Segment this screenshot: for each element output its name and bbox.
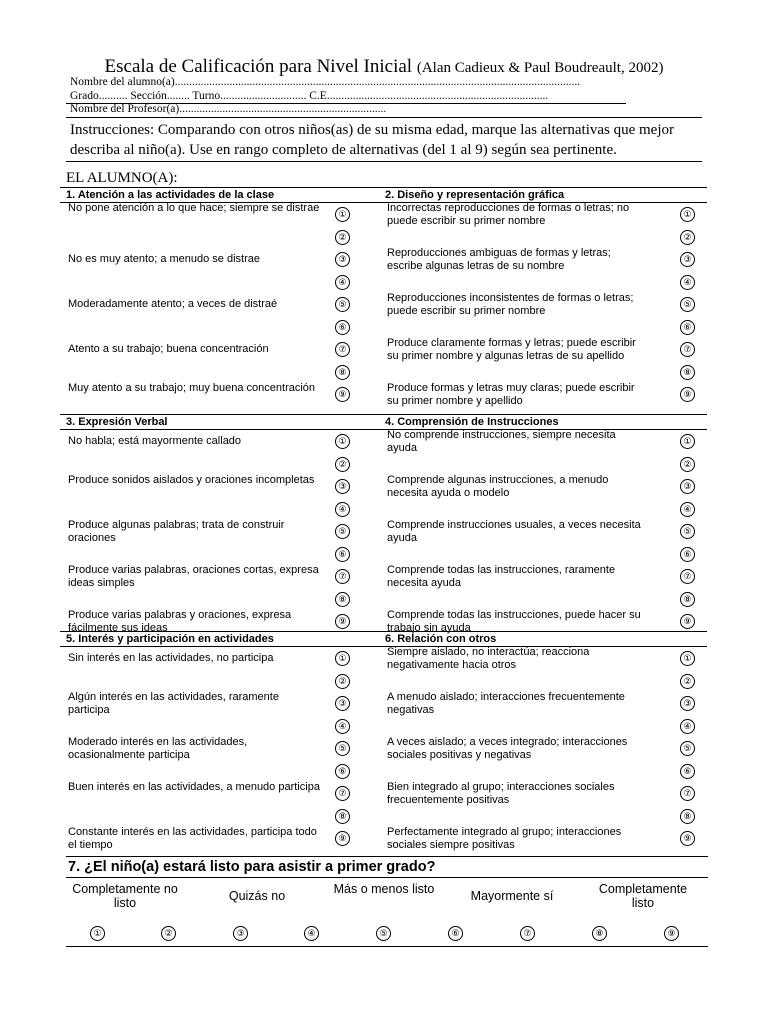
- rating-description: Constante interés en las actividades, participa todo el tiempo: [68, 826, 317, 851]
- rating-description: Muy atento a su trabajo; muy buena concentración: [68, 382, 316, 394]
- rating-row: [379, 203, 707, 226]
- rating-option-1[interactable]: ①: [335, 207, 350, 222]
- rating-description: Comprende todas las instrucciones, raramente necesita ayuda: [387, 564, 616, 589]
- section-3: [60, 414, 388, 633]
- rating-option-4[interactable]: ④: [680, 275, 695, 290]
- rating-description: Produce sonidos aislados y oraciones incompletas: [68, 474, 315, 486]
- rating-description: Reproducciones ambiguas de formas y letras; escribe algunas letras de su nombre: [387, 247, 611, 272]
- rating-row: [60, 361, 388, 384]
- rating-row: [60, 271, 388, 294]
- rating-option-3[interactable]: ③: [335, 696, 350, 711]
- rating-row: [60, 588, 388, 611]
- rating-description: Moderado interés en las actividades, ocasionalmente participa: [68, 736, 248, 761]
- form-title: [0, 56, 768, 78]
- readiness-option-5[interactable]: ⑤: [376, 926, 391, 941]
- section-heading: 4. Comprensión de Instrucciones: [379, 414, 707, 430]
- rating-option-6[interactable]: ⑥: [680, 547, 695, 562]
- rating-option-1[interactable]: ①: [680, 207, 695, 222]
- rating-row: [60, 827, 388, 850]
- rating-option-2[interactable]: ②: [680, 230, 695, 245]
- divider-line: [66, 161, 702, 162]
- readiness-option-3[interactable]: ③: [233, 926, 248, 941]
- rating-option-3[interactable]: ③: [335, 252, 350, 267]
- readiness-option-4[interactable]: ④: [304, 926, 319, 941]
- question-7: [66, 856, 708, 947]
- section-1: [60, 187, 388, 406]
- rating-row: [60, 453, 388, 476]
- rating-description: Sin interés en las actividades, no participa: [68, 652, 274, 664]
- rating-row: [379, 737, 707, 760]
- student-label: EL ALUMNO(A):: [66, 170, 178, 186]
- section-2: [379, 187, 707, 406]
- rating-option-1[interactable]: ①: [335, 434, 350, 449]
- rating-option-2[interactable]: ②: [680, 457, 695, 472]
- rating-row: [379, 475, 707, 498]
- section-4: [379, 414, 707, 633]
- rating-option-7[interactable]: ⑦: [680, 569, 695, 584]
- rating-option-6[interactable]: ⑥: [335, 547, 350, 562]
- rating-row: [60, 692, 388, 715]
- section-heading: 3. Expresión Verbal: [60, 414, 388, 430]
- teacher-name-field[interactable]: Nombre del Profesor(a)........................................................................: [70, 103, 387, 115]
- student-name-field[interactable]: Nombre del alumno(a).............................................................................................................................................: [70, 76, 581, 88]
- readiness-option-9[interactable]: ⑨: [664, 926, 679, 941]
- rating-row: [379, 498, 707, 521]
- rating-option-8[interactable]: ⑧: [680, 592, 695, 607]
- rating-description: No es muy atento; a menudo se distrae: [68, 253, 260, 265]
- rating-option-2[interactable]: ②: [335, 230, 350, 245]
- rating-row: [379, 453, 707, 476]
- readiness-option-8[interactable]: ⑧: [592, 926, 607, 941]
- rating-row: [60, 805, 388, 828]
- readiness-label: Completamente listo: [598, 882, 688, 910]
- rating-row: [379, 692, 707, 715]
- rating-row: [60, 782, 388, 805]
- rating-row: [60, 383, 388, 406]
- readiness-option-7[interactable]: ⑦: [520, 926, 535, 941]
- rating-option-2[interactable]: ②: [680, 674, 695, 689]
- rating-row: [379, 543, 707, 566]
- rating-option-8[interactable]: ⑧: [335, 809, 350, 824]
- rating-row: [379, 760, 707, 783]
- section-6: [379, 631, 707, 850]
- rating-option-1[interactable]: ①: [680, 651, 695, 666]
- rating-description: A menudo aislado; interacciones frecuentemente negativas: [387, 691, 625, 716]
- rating-option-5[interactable]: ⑤: [680, 524, 695, 539]
- rating-description: Comprende instrucciones usuales, a veces necesita ayuda: [387, 519, 641, 544]
- rating-row: [60, 520, 388, 543]
- rating-row: [60, 475, 388, 498]
- rating-option-9[interactable]: ⑨: [335, 387, 350, 402]
- rating-description: Produce formas y letras muy claras; puede escribir su primer nombre y apellido: [387, 382, 635, 407]
- rating-description: A veces aislado; a veces integrado; interacciones sociales positivas y negativas: [387, 736, 628, 761]
- rating-option-5[interactable]: ⑤: [680, 741, 695, 756]
- rating-description: Produce algunas palabras; trata de construir oraciones: [68, 519, 285, 544]
- rating-option-1[interactable]: ①: [680, 434, 695, 449]
- rating-row: [379, 338, 707, 361]
- rating-row: [379, 520, 707, 543]
- readiness-label: Completamente no listo: [72, 882, 178, 910]
- rating-option-9[interactable]: ⑨: [680, 387, 695, 402]
- rating-row: [60, 737, 388, 760]
- rating-row: [379, 430, 707, 453]
- rating-row: [60, 203, 388, 226]
- rating-row: [60, 430, 388, 453]
- rating-row: [379, 805, 707, 828]
- rating-row: [379, 271, 707, 294]
- rating-row: [379, 715, 707, 738]
- rating-description: Buen interés en las actividades, a menudo participa: [68, 781, 320, 793]
- rating-option-3[interactable]: ③: [680, 696, 695, 711]
- rating-option-4[interactable]: ④: [335, 502, 350, 517]
- rating-description: Reproducciones inconsistentes de formas o letras; puede escribir su primer nombre: [387, 292, 634, 317]
- rating-option-9[interactable]: ⑨: [335, 831, 350, 846]
- rating-description: No comprende instrucciones, siempre necesita ayuda: [387, 429, 616, 454]
- rating-row: [379, 670, 707, 693]
- rating-description: Moderadamente atento; a veces de distraé: [68, 298, 278, 310]
- rating-row: [60, 610, 388, 633]
- rating-option-7[interactable]: ⑦: [680, 786, 695, 801]
- rating-option-7[interactable]: ⑦: [680, 342, 695, 357]
- rating-description: Siempre aislado, no interactúa; reacciona negativamente hacia otros: [387, 646, 590, 671]
- divider-line: [66, 117, 702, 118]
- question-7-heading: 7. ¿El niño(a) estará listo para asistir a primer grado?: [66, 856, 708, 878]
- rating-row: [60, 498, 388, 521]
- section-heading: 6. Relación con otros: [379, 631, 707, 647]
- rating-row: [379, 361, 707, 384]
- readiness-label: Mayormente sí: [470, 889, 554, 903]
- rating-row: [60, 715, 388, 738]
- rating-description: Produce claramente formas y letras; puede escribir su primer nombre y algunas letras de su apellido: [387, 337, 636, 362]
- section-heading: 5. Interés y participación en actividades: [60, 631, 388, 647]
- rating-row: [379, 248, 707, 271]
- rating-description: Comprende algunas instrucciones, a menudo necesita ayuda o modelo: [387, 474, 609, 499]
- rating-option-4[interactable]: ④: [680, 502, 695, 517]
- rating-option-4[interactable]: ④: [680, 719, 695, 734]
- rating-option-7[interactable]: ⑦: [335, 342, 350, 357]
- rating-row: [60, 248, 388, 271]
- question-7-labels: [66, 878, 708, 922]
- rating-option-6[interactable]: ⑥: [680, 764, 695, 779]
- section-heading: 2. Diseño y representación gráfica: [379, 187, 707, 203]
- rating-row: [60, 316, 388, 339]
- rating-option-9[interactable]: ⑨: [680, 614, 695, 629]
- rating-option-7[interactable]: ⑦: [335, 786, 350, 801]
- title-text: Escala de Calificación para Nivel Inicial: [104, 56, 413, 77]
- rating-option-2[interactable]: ②: [335, 674, 350, 689]
- grade-section-shift-field[interactable]: Grado.......... Sección........ Turno.............................. C.E.............................................................................: [70, 90, 549, 102]
- rating-description: Produce varias palabras, oraciones cortas, expresa ideas simples: [68, 564, 319, 589]
- rating-option-5[interactable]: ⑤: [335, 741, 350, 756]
- rating-description: Comprende todas las instrucciones, puede hacer su trabajo sin ayuda: [387, 609, 641, 634]
- rating-description: Incorrectas reproducciones de formas o letras; no puede escribir su primer nombre: [387, 202, 630, 227]
- rating-option-6[interactable]: ⑥: [335, 764, 350, 779]
- readiness-option-6[interactable]: ⑥: [448, 926, 463, 941]
- rating-row: [60, 670, 388, 693]
- rating-description: Atento a su trabajo; buena concentración: [68, 343, 269, 355]
- rating-option-6[interactable]: ⑥: [335, 320, 350, 335]
- rating-row: [60, 338, 388, 361]
- title-authors: (Alan Cadieux & Paul Boudreault, 2002): [416, 60, 664, 76]
- rating-row: [379, 588, 707, 611]
- readiness-label: Más o menos listo: [333, 882, 435, 896]
- instructions-text: Instrucciones: Comparando con otros niños(as) de su misma edad, marque las alternativas que mejor describa al niño(a). Use en rango completo de alternativas (del 1 al 9) según sea pertinente.: [70, 122, 674, 158]
- rating-row: [60, 760, 388, 783]
- rating-row: [379, 293, 707, 316]
- rating-option-8[interactable]: ⑧: [680, 809, 695, 824]
- question-7-options: [66, 922, 708, 947]
- rating-description: Produce varias palabras y oraciones, expresa fácilmente sus ideas: [68, 609, 292, 634]
- rating-description: Bien integrado al grupo; interacciones sociales frecuentemente positivas: [387, 781, 615, 806]
- rating-option-4[interactable]: ④: [335, 275, 350, 290]
- rating-option-5[interactable]: ⑤: [335, 297, 350, 312]
- rating-option-1[interactable]: ①: [335, 651, 350, 666]
- readiness-option-1[interactable]: ①: [90, 926, 105, 941]
- rating-row: [379, 565, 707, 588]
- rating-option-8[interactable]: ⑧: [335, 365, 350, 380]
- rating-option-6[interactable]: ⑥: [680, 320, 695, 335]
- rating-option-4[interactable]: ④: [335, 719, 350, 734]
- rating-row: [379, 610, 707, 633]
- rating-option-9[interactable]: ⑨: [335, 614, 350, 629]
- rating-row: [379, 782, 707, 805]
- rating-description: Algún interés en las actividades, raramente participa: [68, 691, 279, 716]
- rating-row: [379, 647, 707, 670]
- section-heading: 1. Atención a las actividades de la clase: [60, 187, 388, 203]
- rating-row: [60, 647, 388, 670]
- rating-option-3[interactable]: ③: [680, 479, 695, 494]
- rating-option-9[interactable]: ⑨: [680, 831, 695, 846]
- rating-option-2[interactable]: ②: [335, 457, 350, 472]
- rating-description: No habla; está mayormente callado: [68, 435, 242, 447]
- rating-option-7[interactable]: ⑦: [335, 569, 350, 584]
- rating-option-5[interactable]: ⑤: [680, 297, 695, 312]
- readiness-option-2[interactable]: ②: [161, 926, 176, 941]
- rating-description: Perfectamente integrado al grupo; interacciones sociales siempre positivas: [387, 826, 622, 851]
- rating-option-3[interactable]: ③: [335, 479, 350, 494]
- rating-row: [379, 316, 707, 339]
- rating-row: [60, 293, 388, 316]
- rating-option-8[interactable]: ⑧: [680, 365, 695, 380]
- rating-row: [60, 543, 388, 566]
- rating-row: [60, 226, 388, 249]
- rating-row: [379, 383, 707, 406]
- rating-row: [60, 565, 388, 588]
- readiness-label: Quizás no: [228, 889, 286, 903]
- rating-description: No pone atención a lo que hace; siempre se distrae: [68, 202, 320, 214]
- rating-option-3[interactable]: ③: [680, 252, 695, 267]
- rating-option-8[interactable]: ⑧: [335, 592, 350, 607]
- rating-row: [379, 827, 707, 850]
- rating-row: [379, 226, 707, 249]
- rating-option-5[interactable]: ⑤: [335, 524, 350, 539]
- section-5: [60, 631, 388, 850]
